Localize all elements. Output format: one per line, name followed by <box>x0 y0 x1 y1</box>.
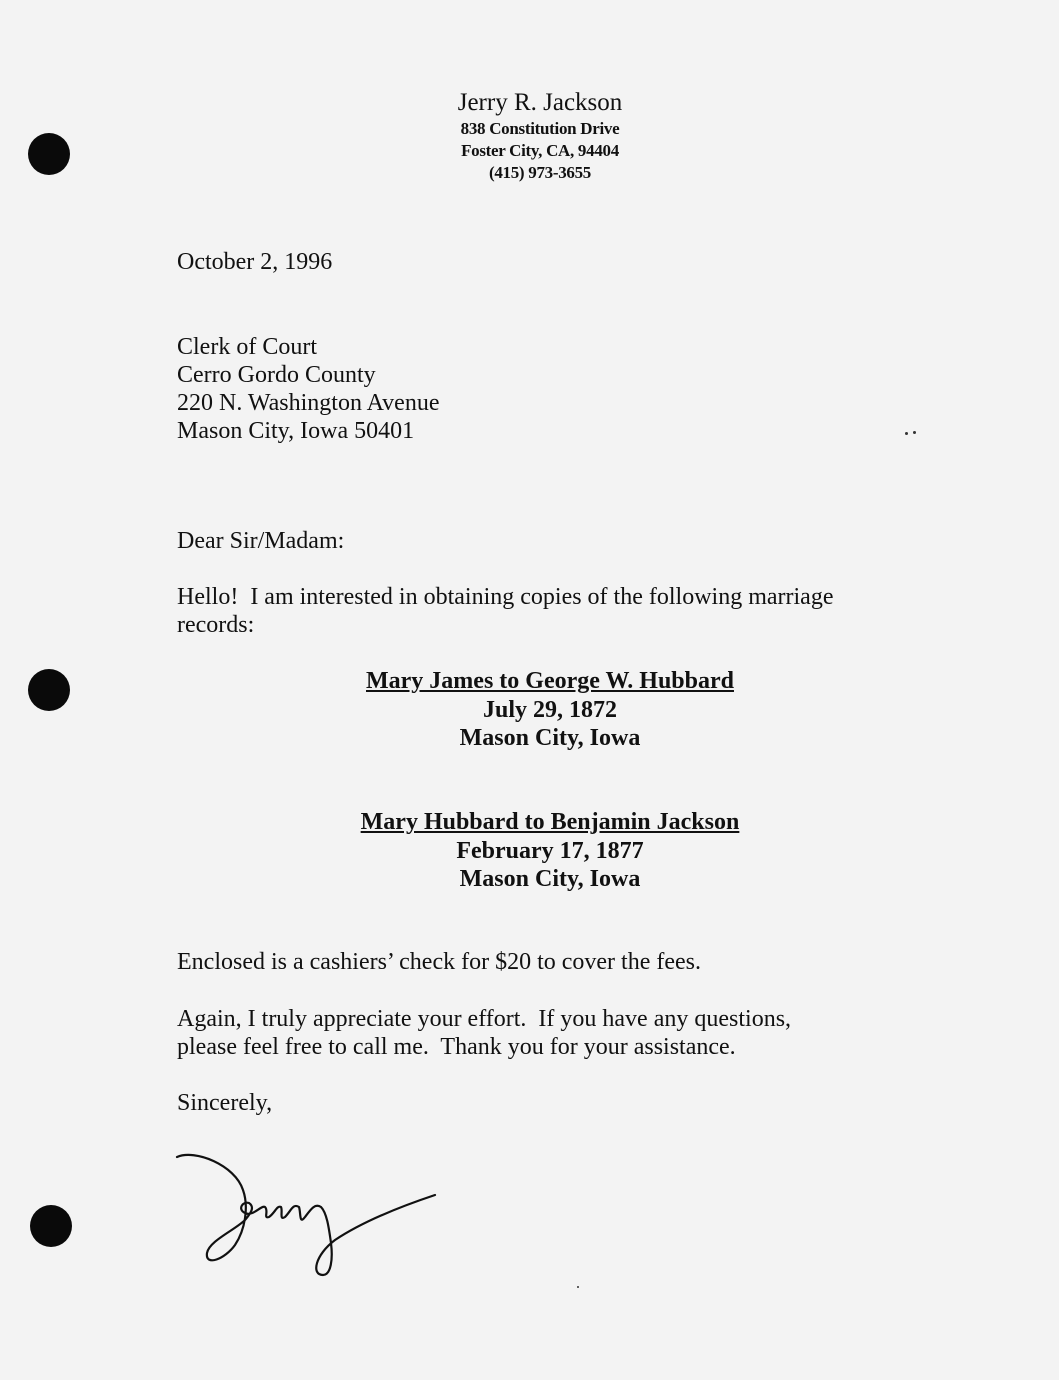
closing-line: please feel free to call me. Thank you for your assistance. <box>177 1034 736 1060</box>
paper-speck <box>913 431 916 434</box>
record-place: Mason City, Iowa <box>459 866 641 892</box>
closing-paragraph <box>177 1005 791 1061</box>
handwritten-signature <box>165 1145 455 1285</box>
recipient-line: Clerk of Court <box>177 334 317 360</box>
intro-line: Hello! I am interested in obtaining copies of the following marriage <box>177 584 834 610</box>
intro-line: records: <box>177 612 255 638</box>
recipient-line: Mason City, Iowa 50401 <box>177 418 415 444</box>
recipient-line: 220 N. Washington Avenue <box>177 390 440 416</box>
sender-name: Jerry R. Jackson <box>457 89 623 116</box>
letter-date: October 2, 1996 <box>177 249 333 275</box>
enclosure-paragraph: Enclosed is a cashiers’ check for $20 to cover the fees. <box>177 949 702 975</box>
punch-hole <box>30 1205 72 1247</box>
salutation: Dear Sir/Madam: <box>177 528 345 554</box>
sender-city: Foster City, CA, 94404 <box>461 141 619 160</box>
record-title: Mary James to George W. Hubbard <box>366 668 734 694</box>
record-date: February 17, 1877 <box>456 837 644 864</box>
record-place: Mason City, Iowa <box>459 725 641 751</box>
intro-paragraph <box>177 583 833 639</box>
marriage-record <box>300 808 800 894</box>
record-title: Mary Hubbard to Benjamin Jackson <box>360 809 740 835</box>
marriage-record <box>300 667 800 753</box>
paper-speck <box>577 1286 579 1288</box>
recipient-address <box>177 333 440 445</box>
sign-off: Sincerely, <box>177 1090 273 1116</box>
paper-speck <box>905 432 908 435</box>
recipient-line: Cerro Gordo County <box>177 362 376 388</box>
closing-line: Again, I truly appreciate your effort. If you have any questions, <box>177 1006 792 1032</box>
sender-phone: (415) 973-3655 <box>488 163 592 182</box>
sender-street: 838 Constitution Drive <box>460 119 620 138</box>
record-date: July 29, 1872 <box>482 696 617 723</box>
punch-hole <box>28 133 70 175</box>
punch-hole <box>28 669 70 711</box>
letterhead <box>380 88 700 184</box>
